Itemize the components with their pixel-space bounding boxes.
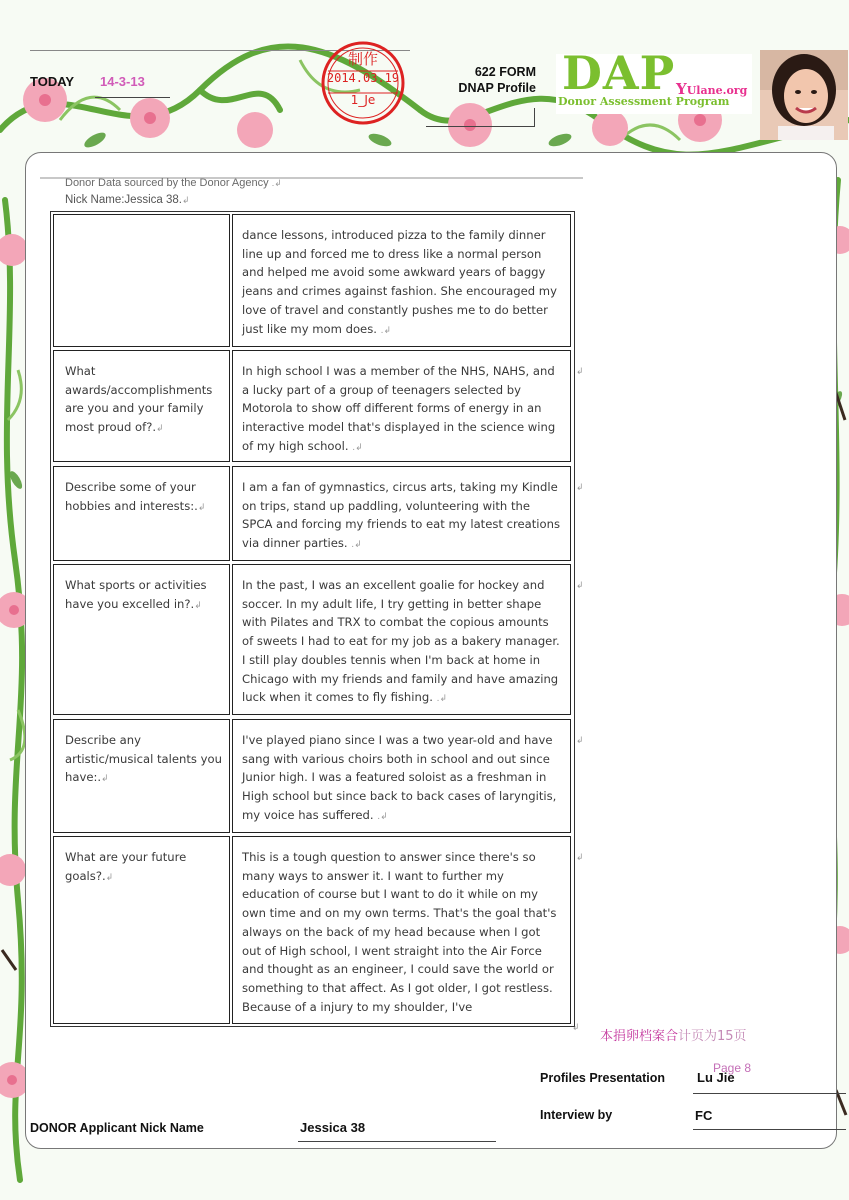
question-cell: What sports or activities have you excelled in?.↲ xyxy=(53,564,230,715)
logo-site-rest: Ulane.org xyxy=(686,84,748,97)
profiles-presentation-label: Profiles Presentation xyxy=(540,1071,666,1085)
applicant-nick-name-value: Jessica 38 xyxy=(300,1120,366,1135)
answer-cell: In high school I was a member of the NHS, NAHS, and a lucky part of a group of teenagers selected by Motorola to show off different forms of energy in an interactive model that's displayed in the science wing of my high school. .↲ xyxy=(232,350,571,462)
row-end-mark: ↲ xyxy=(576,580,584,590)
question-cell: What awards/accomplishments are you and your family most proud of?.↲ xyxy=(53,350,230,462)
logo-site-y: Y xyxy=(676,80,687,98)
form-bracket-h xyxy=(426,126,535,127)
applicant-underline xyxy=(298,1141,496,1142)
today-value: 14-3-13 xyxy=(100,74,145,89)
answer-cell: In the past, I was an excellent goalie for hockey and soccer. In my adult life, I try getting in better shape with Pilates and TRX to combat the copious amounts of sweets I had to eat for my job as a bakery manager. I still play doubles tennis when I'm back at home in Chicago with my friends and family and have amazing luck when it comes to fly fishing. .↲ xyxy=(232,564,571,715)
form-number: 622 FORM xyxy=(474,65,536,79)
total-pages-note: 本捐卵档案合计页为15页 xyxy=(600,1029,747,1044)
stamp-line-2: 2014.03.19 xyxy=(326,71,400,85)
applicant-nick-name-label: DONOR Applicant Nick Name xyxy=(30,1121,204,1135)
question-cell xyxy=(53,214,230,347)
stamp-line-1: 制作 xyxy=(347,50,378,68)
data-source-note: Donor Data sourced by the Donor Agency .↲ xyxy=(65,177,282,189)
answer-cell: dance lessons, introduced pizza to the family dinner line up and forced me to dress like a normal person and helped me avoid some awkward years of baggy jeans and crimes against fashion. She encouraged my love of travel and constantly pushes me to do better just like my mom does. .↲ xyxy=(232,214,571,347)
form-profile-name: DNAP Profile xyxy=(458,81,536,95)
page-number: Page 8 xyxy=(713,1061,752,1075)
form-title xyxy=(430,64,536,96)
answer-cell: I've played piano since I was a two year-old and have sang with various choirs both in school and out since Junior high. I was a featured soloist as a freshman in High school but since back to back cases of laryngitis, my voice has suffered. .↲ xyxy=(232,719,571,833)
table-end-mark: ↲ xyxy=(572,1022,580,1032)
stamp-line-3: 1_Je xyxy=(350,93,376,107)
nickname-line: Nick Name:Jessica 38.↲ xyxy=(65,194,190,206)
profiles-presentation-value: Lu Jie xyxy=(697,1070,735,1085)
question-cell: Describe any artistic/musical talents you have:.↲ xyxy=(53,719,230,833)
form-bracket-v xyxy=(534,108,536,126)
today-label: TODAY xyxy=(30,74,75,89)
row-end-mark: ↲ xyxy=(576,366,584,376)
donor-photo xyxy=(760,50,848,140)
interview-by-label: Interview by xyxy=(540,1108,613,1122)
question-cell: What are your future goals?.↲ xyxy=(53,836,230,1024)
today-underline xyxy=(95,97,170,98)
answer-cell: I am a fan of gymnastics, circus arts, taking my Kindle on trips, stand up paddling, volunteering with the SPCA and forcing my friends to eat my latest creations via dinner parties. .↲ xyxy=(232,466,571,561)
answer-cell: This is a tough question to answer since there's so many ways to answer it. I want to further my education of course but I want to do it while on my own time and on my own terms. That's the goal that's always on the back of my head because when I got out of High school, I went straight into the Air Force and thought as an engineer, I could save the world or something to that affect. As I got older, I got restless. Because of a injury to my shoulder, I've xyxy=(232,836,571,1024)
profiles-underline xyxy=(693,1093,846,1094)
interview-underline xyxy=(693,1129,846,1130)
row-end-mark: ↲ xyxy=(576,482,584,492)
row-end-mark: ↲ xyxy=(576,852,584,862)
row-end-mark: ↲ xyxy=(576,735,584,745)
question-cell: Describe some of your hobbies and interests:.↲ xyxy=(53,466,230,561)
logo-subtitle: Donor Assessment Program xyxy=(558,95,730,108)
interview-by-value: FC xyxy=(695,1108,713,1123)
dap-logo: DAP xyxy=(562,46,676,100)
